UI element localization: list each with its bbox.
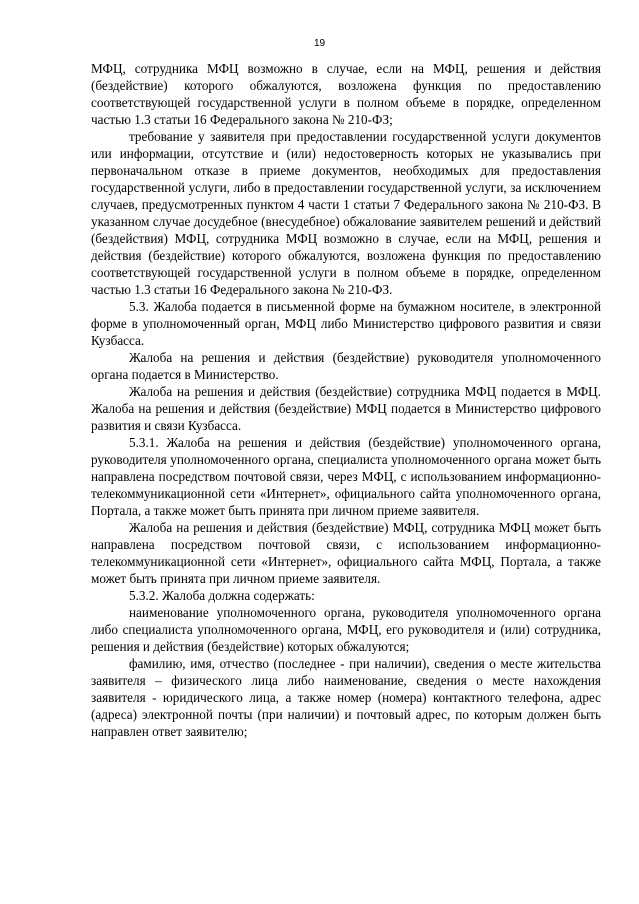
- paragraph-5-3-2: 5.3.2. Жалоба должна содержать:: [129, 588, 315, 603]
- paragraph-complaint-head: Жалоба на решения и действия (бездействие) руководителя уполномоченного органа подается в Министерство.: [91, 350, 601, 382]
- paragraph-item-name: наименование уполномоченного органа, руководителя уполномоченного органа либо специалиста уполномоченного органа, МФЦ, его руководителя и (или) сотрудника, решения и действия (бездействие) которых обжалуются;: [91, 605, 601, 654]
- paragraph-requirement-documents: требование у заявителя при предоставлении государственной услуги документов или информации, отсутствие и (или) недостоверность которых не указывались при первоначальном отказе в приеме документов, необходимых для предоставления государственной услуги, либо в предоставлении государственной услуги, за исключением случаев, предусмотренных пунктом 4 части 1 статьи 7 Федерального закона № 210-ФЗ. В указанном случае досудебное (внесудебное) обжалование заявителем решений и действий (бездействия) МФЦ, сотрудника МФЦ возможно в случае, если на МФЦ, решения и действия (бездействие) которого обжалуются, возложена функция по предоставлению соответствующей государственной услуги в полном объеме в порядке, определенном частью 1.3 статьи 16 Федерального закона № 210-ФЗ.: [91, 129, 601, 297]
- paragraph-item-applicant: фамилию, имя, отчество (последнее - при наличии), сведения о месте жительства заявителя – физического лица либо наименование, сведения о месте нахождения заявителя - юридического лица, а также номер (номера) контактного телефона, адрес (адреса) электронной почты (при наличии) и почтовый адрес, по которым должен быть направлен ответ заявителю;: [91, 656, 601, 739]
- paragraph-continuation: МФЦ, сотрудника МФЦ возможно в случае, если на МФЦ, решения и действия (бездействие) которого обжалуются, возложена функция по предоставлению соответствующей государственной услуги в полном объеме в порядке, определенном частью 1.3 статьи 16 Федерального закона № 210-ФЗ;: [91, 61, 601, 127]
- paragraph-5-3-1: 5.3.1. Жалоба на решения и действия (бездействие) уполномоченного органа, руководителя уполномоченного органа, специалиста уполномоченного органа может быть направлена посредством почтовой связи, через МФЦ, с использованием информационно-телекоммуникационной сети «Интернет», официального сайта уполномоченного органа, Портала, а также может быть принята при личном приеме заявителя.: [91, 435, 601, 518]
- document-body: [91, 60, 601, 740]
- paragraph-complaint-mfc-channels: Жалоба на решения и действия (бездействие) МФЦ, сотрудника МФЦ может быть направлена посредством почтовой связи, с использованием информационно-телекоммуникационной сети «Интернет», официального сайта МФЦ, Портала, а также может быть принята при личном приеме заявителя.: [91, 520, 601, 586]
- paragraph-complaint-mfc: Жалоба на решения и действия (бездействие) сотрудника МФЦ подается в МФЦ. Жалоба на решения и действия (бездействие) МФЦ подается в Министерство цифрового развития и связи Кузбасса.: [91, 384, 601, 433]
- paragraph-5-3: 5.3. Жалоба подается в письменной форме на бумажном носителе, в электронной форме в уполномоченный орган, МФЦ либо Министерство цифрового развития и связи Кузбасса.: [91, 299, 601, 348]
- page-number: 19: [313, 38, 326, 49]
